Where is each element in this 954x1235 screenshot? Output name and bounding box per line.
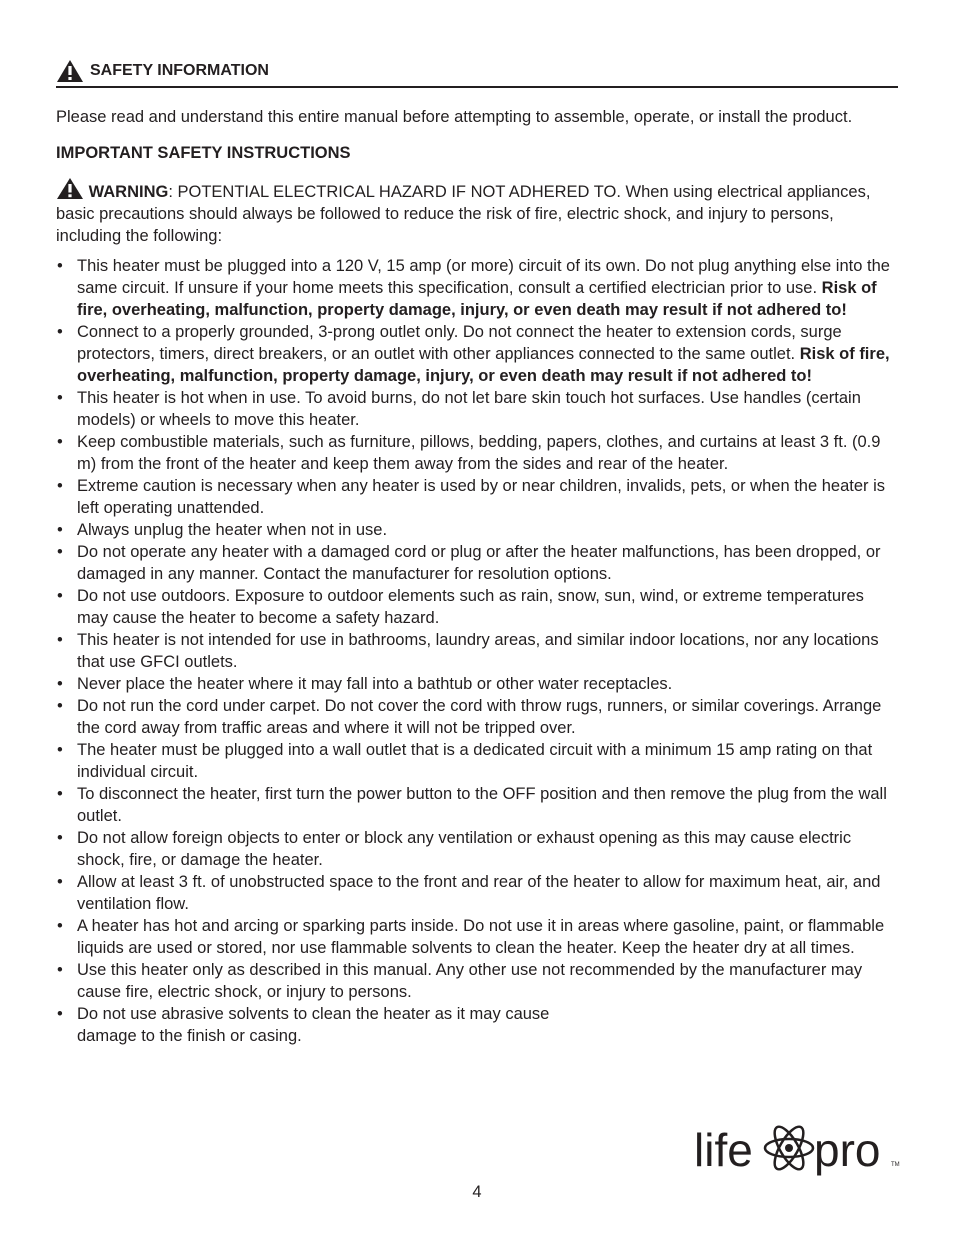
list-item-warning-text: Risk of fire, overheating, malfunction, property damage, injury, or even death may result if not adhered to!: [77, 279, 877, 319]
list-item-text: Do not operate any heater with a damaged cord or plug or after the heater malfunctions, has been dropped, or damaged in any manner. Contact the manufacturer for resolution options.: [77, 543, 881, 583]
safety-page: [56, 58, 898, 1047]
list-item: [56, 871, 898, 915]
list-item: [56, 915, 898, 959]
list-item-text: Do not use abrasive solvents to clean the heater as it may cause damage to the finish or casing.: [77, 1005, 550, 1045]
list-item: [56, 519, 898, 541]
list-item-warning-text: Risk of fire, overheating, malfunction, property damage, injury, or even death may result if not adhered to!: [77, 345, 890, 385]
list-item-text: Do not use outdoors. Exposure to outdoor elements such as rain, snow, sun, wind, or extreme temperatures may cause the heater to become a safety hazard.: [77, 587, 864, 627]
list-item-text: Always unplug the heater when not in use.: [77, 521, 388, 539]
warning-paragraph: [56, 178, 898, 247]
list-item: [56, 387, 898, 431]
warning-triangle-icon: [56, 59, 84, 83]
list-item: [56, 541, 898, 585]
list-item: [56, 475, 898, 519]
section-title: SAFETY INFORMATION: [90, 62, 269, 79]
list-item-text: This heater is not intended for use in bathrooms, laundry areas, and similar indoor locations, nor any locations that use GFCI outlets.: [77, 631, 879, 671]
list-item-text: Never place the heater where it may fall into a bathtub or other water receptacles.: [77, 675, 673, 693]
list-item: [56, 959, 898, 1003]
list-item: [56, 255, 898, 321]
safety-instruction-list: [56, 255, 898, 1047]
subheading: IMPORTANT SAFETY INSTRUCTIONS: [56, 144, 351, 162]
list-item-text: A heater has hot and arcing or sparking parts inside. Do not use it in areas where gasoline, paint, or flammable liquids are used or stored, nor use flammable solvents to clean the heater. Keep the heater dry at all times.: [77, 917, 885, 957]
warning-triangle-icon: [56, 178, 84, 200]
list-item: [56, 585, 898, 629]
list-item-text: Do not allow foreign objects to enter or block any ventilation or exhaust opening as this may cause electric shock, fire, or damage the heater.: [77, 829, 852, 869]
list-item: [56, 673, 898, 695]
list-item-text: Connect to a properly grounded, 3-prong outlet only. Do not connect the heater to extension cords, surge protectors, timers, direct breakers, or an outlet with other appliances connected to the same outlet.: [77, 323, 842, 363]
logo-text-left: life: [694, 1124, 753, 1176]
list-item-text: This heater must be plugged into a 120 V, 15 amp (or more) circuit of its own. Do not plug anything else into the same circuit. If unsure if your home meets this specification, consult a certified electrician prior to use.: [77, 257, 890, 297]
list-item-text: This heater is hot when in use. To avoid burns, do not let bare skin touch hot surfaces. Use handles (certain models) or wheels to move this heater.: [77, 389, 861, 429]
list-item: [56, 783, 898, 827]
warning-label: WARNING: [88, 183, 169, 201]
page-number: 4: [472, 1183, 482, 1201]
list-item: [56, 1003, 597, 1047]
list-item: [56, 739, 898, 783]
list-item: [56, 629, 898, 673]
list-item-text: Do not run the cord under carpet. Do not cover the cord with throw rugs, runners, or similar coverings. Arrange the cord away from traffic areas and where it will not be tripped over.: [77, 697, 882, 737]
list-item-text: Keep combustible materials, such as furniture, pillows, bedding, papers, clothes, and curtains at least 3 ft. (0.9 m) from the front of the heater and keep them away from the sides and rear of the heater.: [77, 433, 881, 473]
lifepro-logo: [694, 1116, 904, 1182]
list-item-text: To disconnect the heater, first turn the power button to the OFF position and then remove the plug from the wall outlet.: [77, 785, 887, 825]
list-item-text: The heater must be plugged into a wall outlet that is a dedicated circuit with a minimum 15 amp rating on that individual circuit.: [77, 741, 873, 781]
atom-icon: [765, 1123, 813, 1174]
intro-paragraph: Please read and understand this entire manual before attempting to assemble, operate, or install the product.: [56, 108, 853, 126]
list-item: [56, 827, 898, 871]
list-item-text: Allow at least 3 ft. of unobstructed space to the front and rear of the heater to allow for maximum heat, air, and ventilation flow.: [77, 873, 881, 913]
warning-text: : POTENTIAL ELECTRICAL HAZARD IF NOT ADHERED TO. When using electrical appliances, basic precautions should always be followed to reduce the risk of fire, electric shock, and injury to persons, including the following:: [56, 183, 871, 245]
list-item: [56, 321, 898, 387]
section-header: [56, 58, 898, 88]
list-item: [56, 695, 898, 739]
logo-text-right: pro: [814, 1124, 881, 1176]
list-item-text: Use this heater only as described in this manual. Any other use not recommended by the manufacturer may cause fire, electric shock, or injury to persons.: [77, 961, 863, 1001]
list-item-text: Extreme caution is necessary when any heater is used by or near children, invalids, pets, or when the heater is left operating unattended.: [77, 477, 886, 517]
logo-trademark: TM: [891, 1162, 900, 1168]
list-item: [56, 431, 898, 475]
